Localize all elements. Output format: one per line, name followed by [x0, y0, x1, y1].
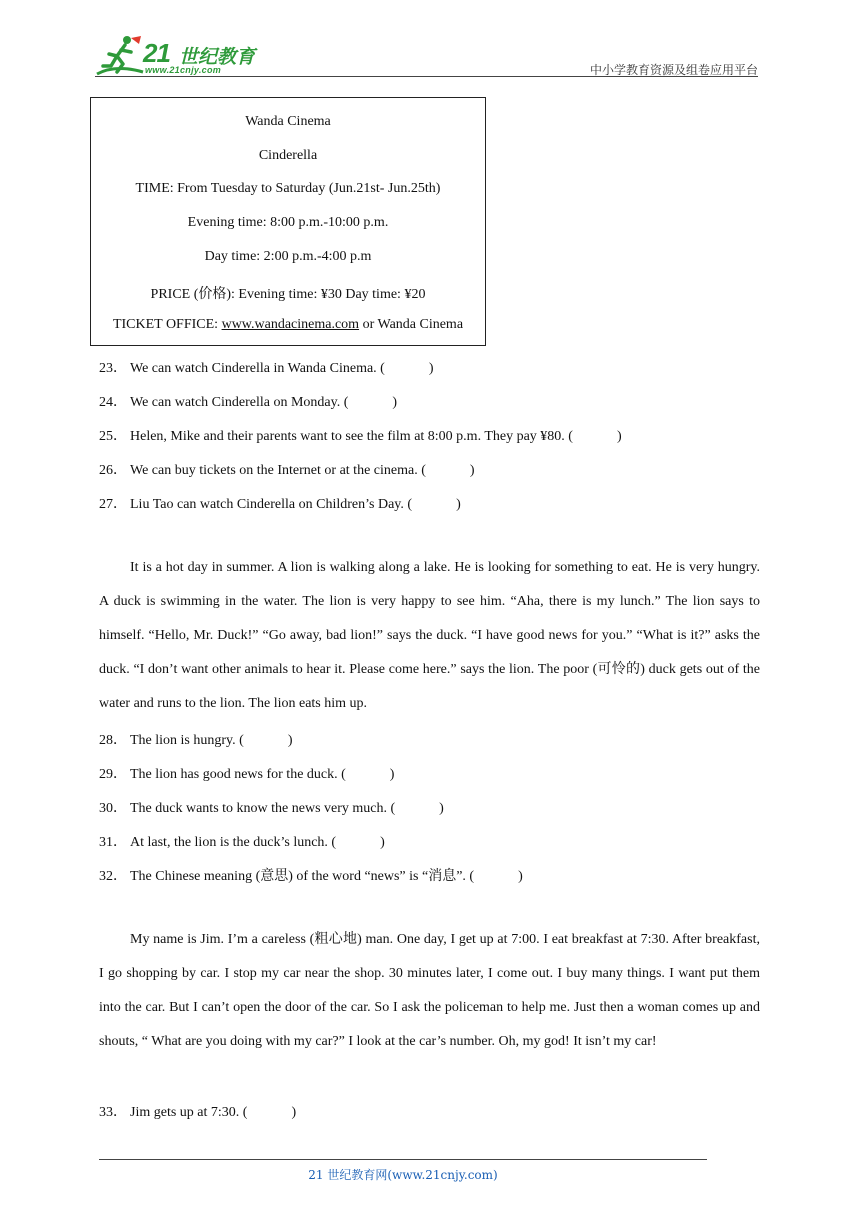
bracket-close: )	[291, 1105, 297, 1120]
bracket-close: )	[469, 463, 475, 478]
question-number: 26．	[99, 463, 127, 478]
logo-url: www.21cnjy.com	[145, 65, 222, 75]
header-divider	[95, 76, 758, 77]
question-31	[99, 831, 385, 851]
question-30	[99, 797, 444, 817]
question-number: 30．	[99, 801, 127, 816]
passage-lion	[99, 551, 760, 721]
bracket-close: )	[428, 361, 434, 376]
question-27	[99, 493, 461, 513]
notice-day: Day time: 2:00 p.m.-4:00 p.m	[204, 249, 372, 264]
question-text: We can watch Cinderella on Monday. (	[130, 395, 349, 410]
site-tagline: 中小学教育资源及组卷应用平台	[589, 63, 758, 77]
question-text: The lion has good news for the duck. (	[130, 767, 346, 782]
logo-text: 世纪教育	[179, 46, 256, 68]
question-number: 23．	[99, 361, 127, 376]
question-text: Helen, Mike and their parents want to see the film at 8:00 p.m. They pay ¥80. (	[130, 429, 573, 444]
question-text: Jim gets up at 7:30. (	[130, 1105, 248, 1120]
bracket-close: )	[439, 801, 444, 816]
bracket-close: )	[518, 869, 523, 884]
question-text: We can buy tickets on the Internet or at the cinema. (	[130, 463, 426, 478]
notice-price: PRICE (价格): Evening time: ¥30 Day time: ¥20	[150, 287, 426, 302]
passage-text: My name is Jim. I’m a careless (粗心地) man. One day, I get up at 7:00. I eat breakfast at 7:30. After breakfast, I go shopping by car. I stop my car near the shop. 30 minutes later, I come out. I buy many things. I want put them into the car. But I can’t open the door of the car. So I ask the policeman to help me. Just then a woman comes up and shouts, “ What are you doing with my car?” I look at the car’s number. Oh, my god! It isn’t my car!	[99, 932, 760, 1049]
question-23	[99, 357, 434, 377]
passage-text: It is a hot day in summer. A lion is walking along a lake. He is looking for something to eat. He is very hungry. A duck is swimming in the water. The lion is very happy to see him. “Aha, there is my lunch.” The lion says to himself. “Hello, Mr. Duck!” “Go away, bad lion!” says the duck. “I have good news for you.” “What is it?” asks the duck. “I don’t want other animals to hear it. Please come here.” says the lion. The poor (可怜的) duck gets out of the water and runs to the lion. The lion eats him up.	[99, 560, 760, 711]
question-32	[99, 865, 523, 885]
question-number: 28．	[99, 733, 127, 748]
ticket-suffix: or Wanda Cinema	[359, 317, 464, 332]
question-text: Liu Tao can watch Cinderella on Children’s Day. (	[130, 497, 413, 512]
question-text: The Chinese meaning (意思) of the word “news” is “消息”. (	[130, 869, 475, 884]
question-24	[99, 391, 397, 411]
bracket-close: )	[616, 429, 622, 444]
question-number: 32．	[99, 869, 127, 884]
footer-divider	[99, 1159, 707, 1160]
question-text: The lion is hungry. (	[130, 733, 244, 748]
bracket-close: )	[389, 767, 395, 782]
question-number: 31．	[99, 835, 127, 850]
notice-cinema: Wanda Cinema	[245, 114, 331, 129]
page-header	[95, 34, 758, 78]
question-text: We can watch Cinderella in Wanda Cinema. (	[130, 361, 385, 376]
bracket-close: )	[392, 395, 398, 410]
question-29	[99, 763, 394, 783]
question-25	[99, 425, 622, 445]
question-number: 29．	[99, 767, 127, 782]
bracket-close: )	[456, 497, 461, 512]
question-33	[99, 1101, 296, 1121]
site-logo[interactable]	[95, 34, 265, 78]
question-text: At last, the lion is the duck’s lunch. (	[130, 835, 337, 850]
ticket-link[interactable]: www.wandacinema.com	[221, 317, 360, 332]
notice-ticket-office	[91, 317, 485, 333]
runner-logo-icon	[95, 34, 145, 78]
question-text: The duck wants to know the news very much. (	[130, 801, 396, 816]
question-number: 33．	[99, 1105, 127, 1120]
question-number: 25．	[99, 429, 127, 444]
bracket-close: )	[287, 733, 293, 748]
logo-number: 21	[143, 38, 170, 68]
ticket-label: TICKET OFFICE:	[112, 317, 222, 332]
bracket-close: )	[380, 835, 385, 850]
cinema-notice-box	[90, 97, 486, 346]
question-26	[99, 459, 475, 479]
footer-link[interactable]: 21 世纪教育网(www.21cnjy.com)	[308, 1168, 498, 1182]
notice-time: TIME: From Tuesday to Saturday (Jun.21st- Jun.25th)	[135, 181, 441, 196]
passage-jim	[99, 923, 760, 1059]
notice-film: Cinderella	[258, 148, 318, 163]
question-number: 27．	[99, 497, 127, 512]
notice-evening: Evening time: 8:00 p.m.-10:00 p.m.	[187, 215, 389, 230]
question-28	[99, 729, 292, 749]
question-number: 24．	[99, 395, 127, 410]
